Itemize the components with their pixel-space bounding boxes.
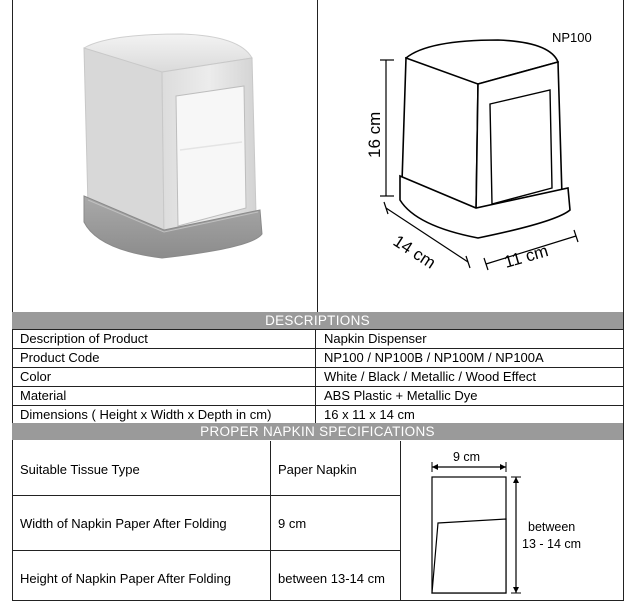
napkin-diagram — [408, 441, 622, 601]
description-row — [12, 329, 623, 348]
specs-header: PROPER NAPKIN SPECIFICATIONS — [12, 423, 623, 440]
spec-label: Height of Napkin Paper After Folding — [20, 571, 232, 586]
column-divider — [315, 349, 316, 367]
spec-sheet — [12, 0, 624, 601]
dimension-drawing — [318, 0, 623, 312]
width-dimension-label: 11 cm — [501, 241, 551, 272]
column-divider — [315, 387, 316, 405]
descriptions-header: DESCRIPTIONS — [12, 312, 623, 329]
description-row — [12, 386, 623, 405]
column-divider — [315, 368, 316, 386]
description-label: Color — [20, 369, 52, 384]
product-photo-cell — [12, 0, 318, 312]
description-value: Napkin Dispenser — [324, 331, 427, 346]
description-label: Dimensions ( Height x Width x Depth in cm) — [20, 407, 272, 422]
description-label: Description of Product — [20, 331, 148, 346]
model-label: NP100 — [552, 30, 592, 45]
description-value: 16 x 11 x 14 cm — [324, 407, 415, 422]
description-row — [12, 367, 623, 386]
diagram-width-label: 9 cm — [453, 450, 481, 464]
description-row — [12, 405, 623, 424]
diagram-height-label-line1: between — [528, 520, 576, 534]
spec-value: 9 cm — [278, 516, 307, 531]
description-value: NP100 / NP100B / NP100M / NP100A — [324, 350, 544, 365]
description-label: Product Code — [20, 350, 100, 365]
spec-row-tissue-type — [12, 441, 400, 496]
description-row — [12, 348, 623, 367]
description-label: Material — [20, 388, 67, 403]
column-divider — [315, 406, 316, 424]
spec-row-height — [12, 551, 400, 601]
product-photo — [12, 0, 317, 312]
spec-row-width — [12, 496, 400, 551]
depth-dimension-label: 14 cm — [389, 231, 439, 273]
spec-value: Paper Napkin — [278, 462, 357, 477]
spec-value: between 13-14 cm — [278, 571, 385, 586]
column-divider — [315, 330, 316, 348]
diagram-height-label-line2: 13 - 14 cm — [522, 537, 582, 551]
spec-label: Suitable Tissue Type — [20, 462, 140, 477]
dimension-drawing-cell — [318, 0, 623, 312]
specs-table — [12, 441, 623, 601]
spec-label: Width of Napkin Paper After Folding — [20, 516, 227, 531]
description-value: White / Black / Metallic / Wood Effect — [324, 369, 536, 384]
height-dimension-label: 16 cm — [365, 111, 384, 158]
description-value: ABS Plastic + Metallic Dye — [324, 388, 478, 403]
